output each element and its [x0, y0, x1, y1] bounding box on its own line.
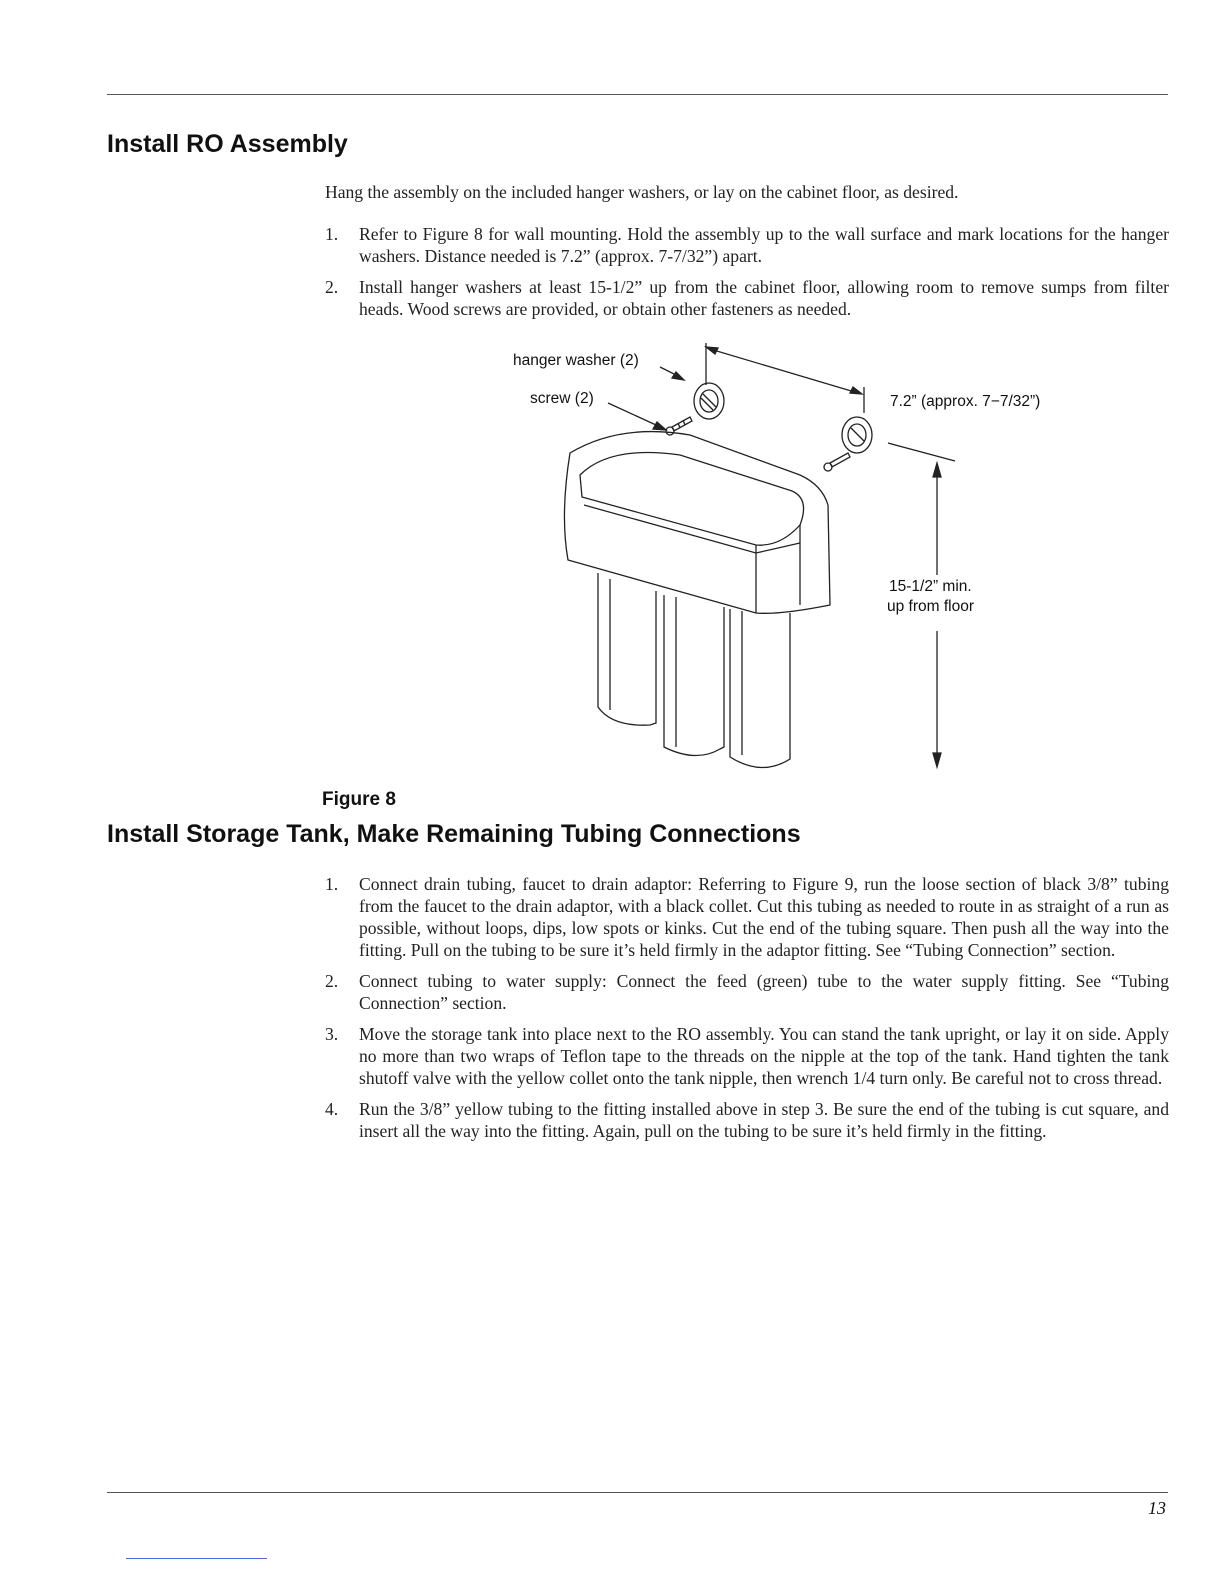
section-title-install-ro-assembly: Install RO Assembly	[107, 130, 348, 158]
step-number: 4.	[325, 1099, 339, 1119]
list-item	[325, 1098, 1169, 1142]
step-text: Refer to Figure 8 for wall mounting. Hold the assembly up to the wall surface and mark locations for the hanger washers. Distance needed is 7.2” (approx. 7-7/32”) apart.	[359, 224, 1169, 266]
list-item	[325, 1023, 1169, 1089]
page-number: 13	[1148, 1498, 1166, 1518]
step-number: 3.	[325, 1024, 339, 1044]
section-title-install-storage-tank: Install Storage Tank, Make Remaining Tubing Connections	[107, 820, 801, 848]
callout-screw: screw (2)	[530, 390, 594, 407]
step-number: 1.	[325, 224, 339, 244]
step-number: 1.	[325, 874, 339, 894]
top-rule	[107, 94, 1168, 95]
list-item	[325, 276, 1169, 320]
callout-height-line2: up from floor	[887, 598, 975, 615]
footer-link-line	[126, 1558, 267, 1559]
step-number: 2.	[325, 971, 339, 991]
callout-hanger-washer: hanger washer (2)	[513, 352, 639, 369]
step-text: Run the 3/8” yellow tubing to the fitting installed above in step 3. Be sure the end of the tubing is cut square, and insert all the way into the fitting. Again, pull on the tubing to be sure it’s held firmly in the fitting.	[359, 1099, 1169, 1141]
list-item	[325, 223, 1169, 267]
section-intro: Hang the assembly on the included hanger washers, or lay on the cabinet floor, as desired.	[325, 182, 959, 202]
callout-spacing: 7.2” (approx. 7−7/32”)	[890, 393, 1041, 410]
step-text: Install hanger washers at least 15-1/2” up from the cabinet floor, allowing room to remove sumps from filter heads. Wood screws are provided, or obtain other fasteners as needed.	[359, 277, 1169, 319]
step-number: 2.	[325, 277, 339, 297]
figure-label: Figure 8	[322, 789, 396, 810]
list-item	[325, 873, 1169, 961]
callout-height-line1: 15-1/2” min.	[889, 578, 972, 595]
step-text: Connect tubing to water supply: Connect the feed (green) tube to the water supply fitting. See “Tubing Connection” section.	[359, 971, 1169, 1013]
ro-assembly-steps	[325, 223, 1169, 329]
bottom-rule	[107, 1492, 1168, 1493]
storage-tank-steps	[325, 873, 1169, 1151]
step-text: Move the storage tank into place next to the RO assembly. You can stand the tank upright, or lay it on side. Apply no more than two wraps of Teflon tape to the threads on the nipple at the top of the tank. Hand tighten the tank shutoff valve with the yellow collet onto the tank nipple, then wrench 1/4 turn only. Be careful not to cross thread.	[359, 1024, 1169, 1088]
list-item	[325, 970, 1169, 1014]
step-text: Connect drain tubing, faucet to drain adaptor: Referring to Figure 9, run the loose section of black 3/8” tubing from the faucet to the drain adaptor, with a black collet. Cut this tubing as needed to route in as straight of a run as possible, without loops, dips, low spots or kinks. Cut the end of the tubing square. Then push all the way into the fitting. Pull on the tubing to be sure it’s held firmly in the adaptor fitting. See “Tubing Connection” section.	[359, 874, 1169, 960]
